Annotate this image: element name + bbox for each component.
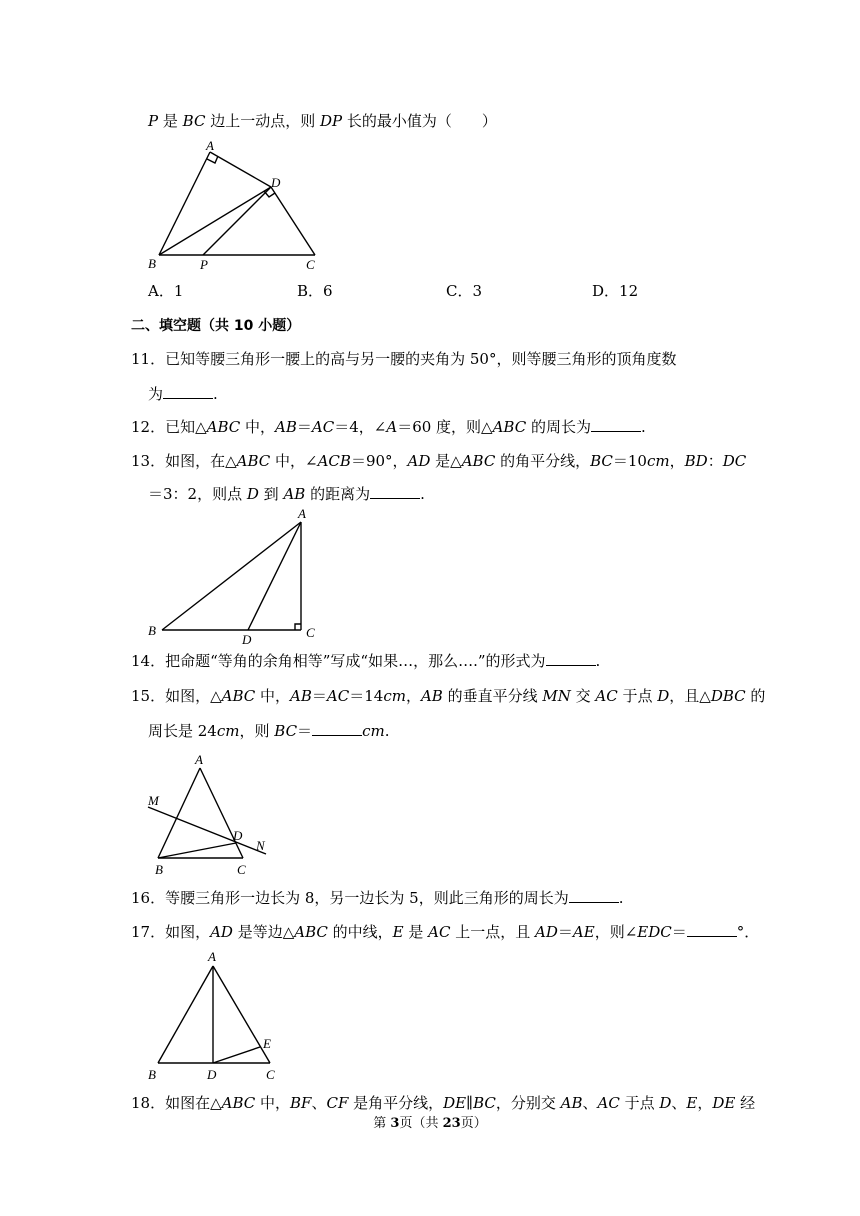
q10-label-d: D [271,175,281,190]
q10-tail: P 是 BC 边上一动点，则 DP 长的最小值为（ ） [148,112,497,130]
q17-figure [140,946,290,1081]
q11-answer-blank[interactable] [163,384,213,399]
q16-line: 16．等腰三角形一边长为 8，另一边长为 5，则此三角形的周长为 . [131,889,624,907]
q17-label-b: B [148,1067,156,1082]
q10-figure [140,140,340,270]
choice-c: C．3 [446,282,483,300]
q12-answer-blank[interactable] [591,417,641,432]
page-total: 23 [442,1116,461,1131]
q15-figure [140,750,280,880]
choice-b: B．6 [297,282,333,300]
section-title: 二、填空题（共 10 小题） [131,318,301,334]
q15-label-d: D [233,828,243,843]
q13-label-b: B [148,623,156,638]
q17-label-a: A [208,949,216,964]
q13-line2: ＝3：2，则点 D 到 AB 的距离为 . [148,485,425,503]
q10-label-c: C [306,257,315,272]
q10-label-a: A [206,138,214,153]
q17-label-c: C [266,1067,275,1082]
q15-label-m: M [148,793,159,808]
q17-line: 17．如图，AD 是等边△ABC 的中线，E 是 AC 上一点，且 AD＝AE，则∠EDC＝ °． [131,923,760,941]
q13-line1: 13．如图，在△ABC 中，∠ACB＝90°，AD 是△ABC 的角平分线，BC＝10cm，BD：DC [131,452,747,470]
q10-label-p: P [200,257,208,272]
q15-line1: 15．如图，△ABC 中，AB＝AC＝14cm，AB 的垂直平分线 MN 交 AC 于点 D，且△DBC 的 [131,687,766,705]
q15-label-n: N [256,838,265,853]
q13-label-c: C [306,625,315,640]
q15-label-c: C [237,862,246,877]
q17-answer-blank[interactable] [687,922,737,937]
q16-answer-blank[interactable] [569,888,619,903]
q12-line: 12．已知△ABC 中，AB＝AC＝4，∠A＝60 度，则△ABC 的周长为 . [131,418,646,436]
page-footer: 第 3页（共 23页） [373,1116,487,1131]
q18-line: 18．如图在△ABC 中，BF、CF 是角平分线，DE∥BC，分别交 AB、AC 于点 D、E，DE 经 [131,1094,756,1112]
q17-label-d: D [207,1067,217,1082]
q13-label-d: D [242,632,252,647]
q11-line1: 11．已知等腰三角形一腰上的高与另一腰的夹角为 50°，则等腰三角形的顶角度数 [131,350,677,368]
page-number: 3 [390,1116,400,1131]
q10-label-b: B [148,256,156,271]
q13-label-a: A [298,506,306,521]
choice-a: A．1 [148,282,184,300]
q17-label-e: E [263,1036,271,1051]
q15-label-a: A [195,752,203,767]
q13-figure [140,506,330,647]
choice-d: D．12 [592,282,639,300]
q14-answer-blank[interactable] [546,651,596,666]
q14-line: 14．把命题“等角的余角相等”写成“如果…，那么….”的形式为 . [131,652,601,670]
q15-answer-blank[interactable] [312,721,362,736]
q15-label-b: B [155,862,163,877]
q15-line2: 周长是 24cm，则 BC＝ cm. [148,722,390,740]
q11-line2: 为 . [148,385,218,403]
q13-answer-blank[interactable] [370,484,420,499]
